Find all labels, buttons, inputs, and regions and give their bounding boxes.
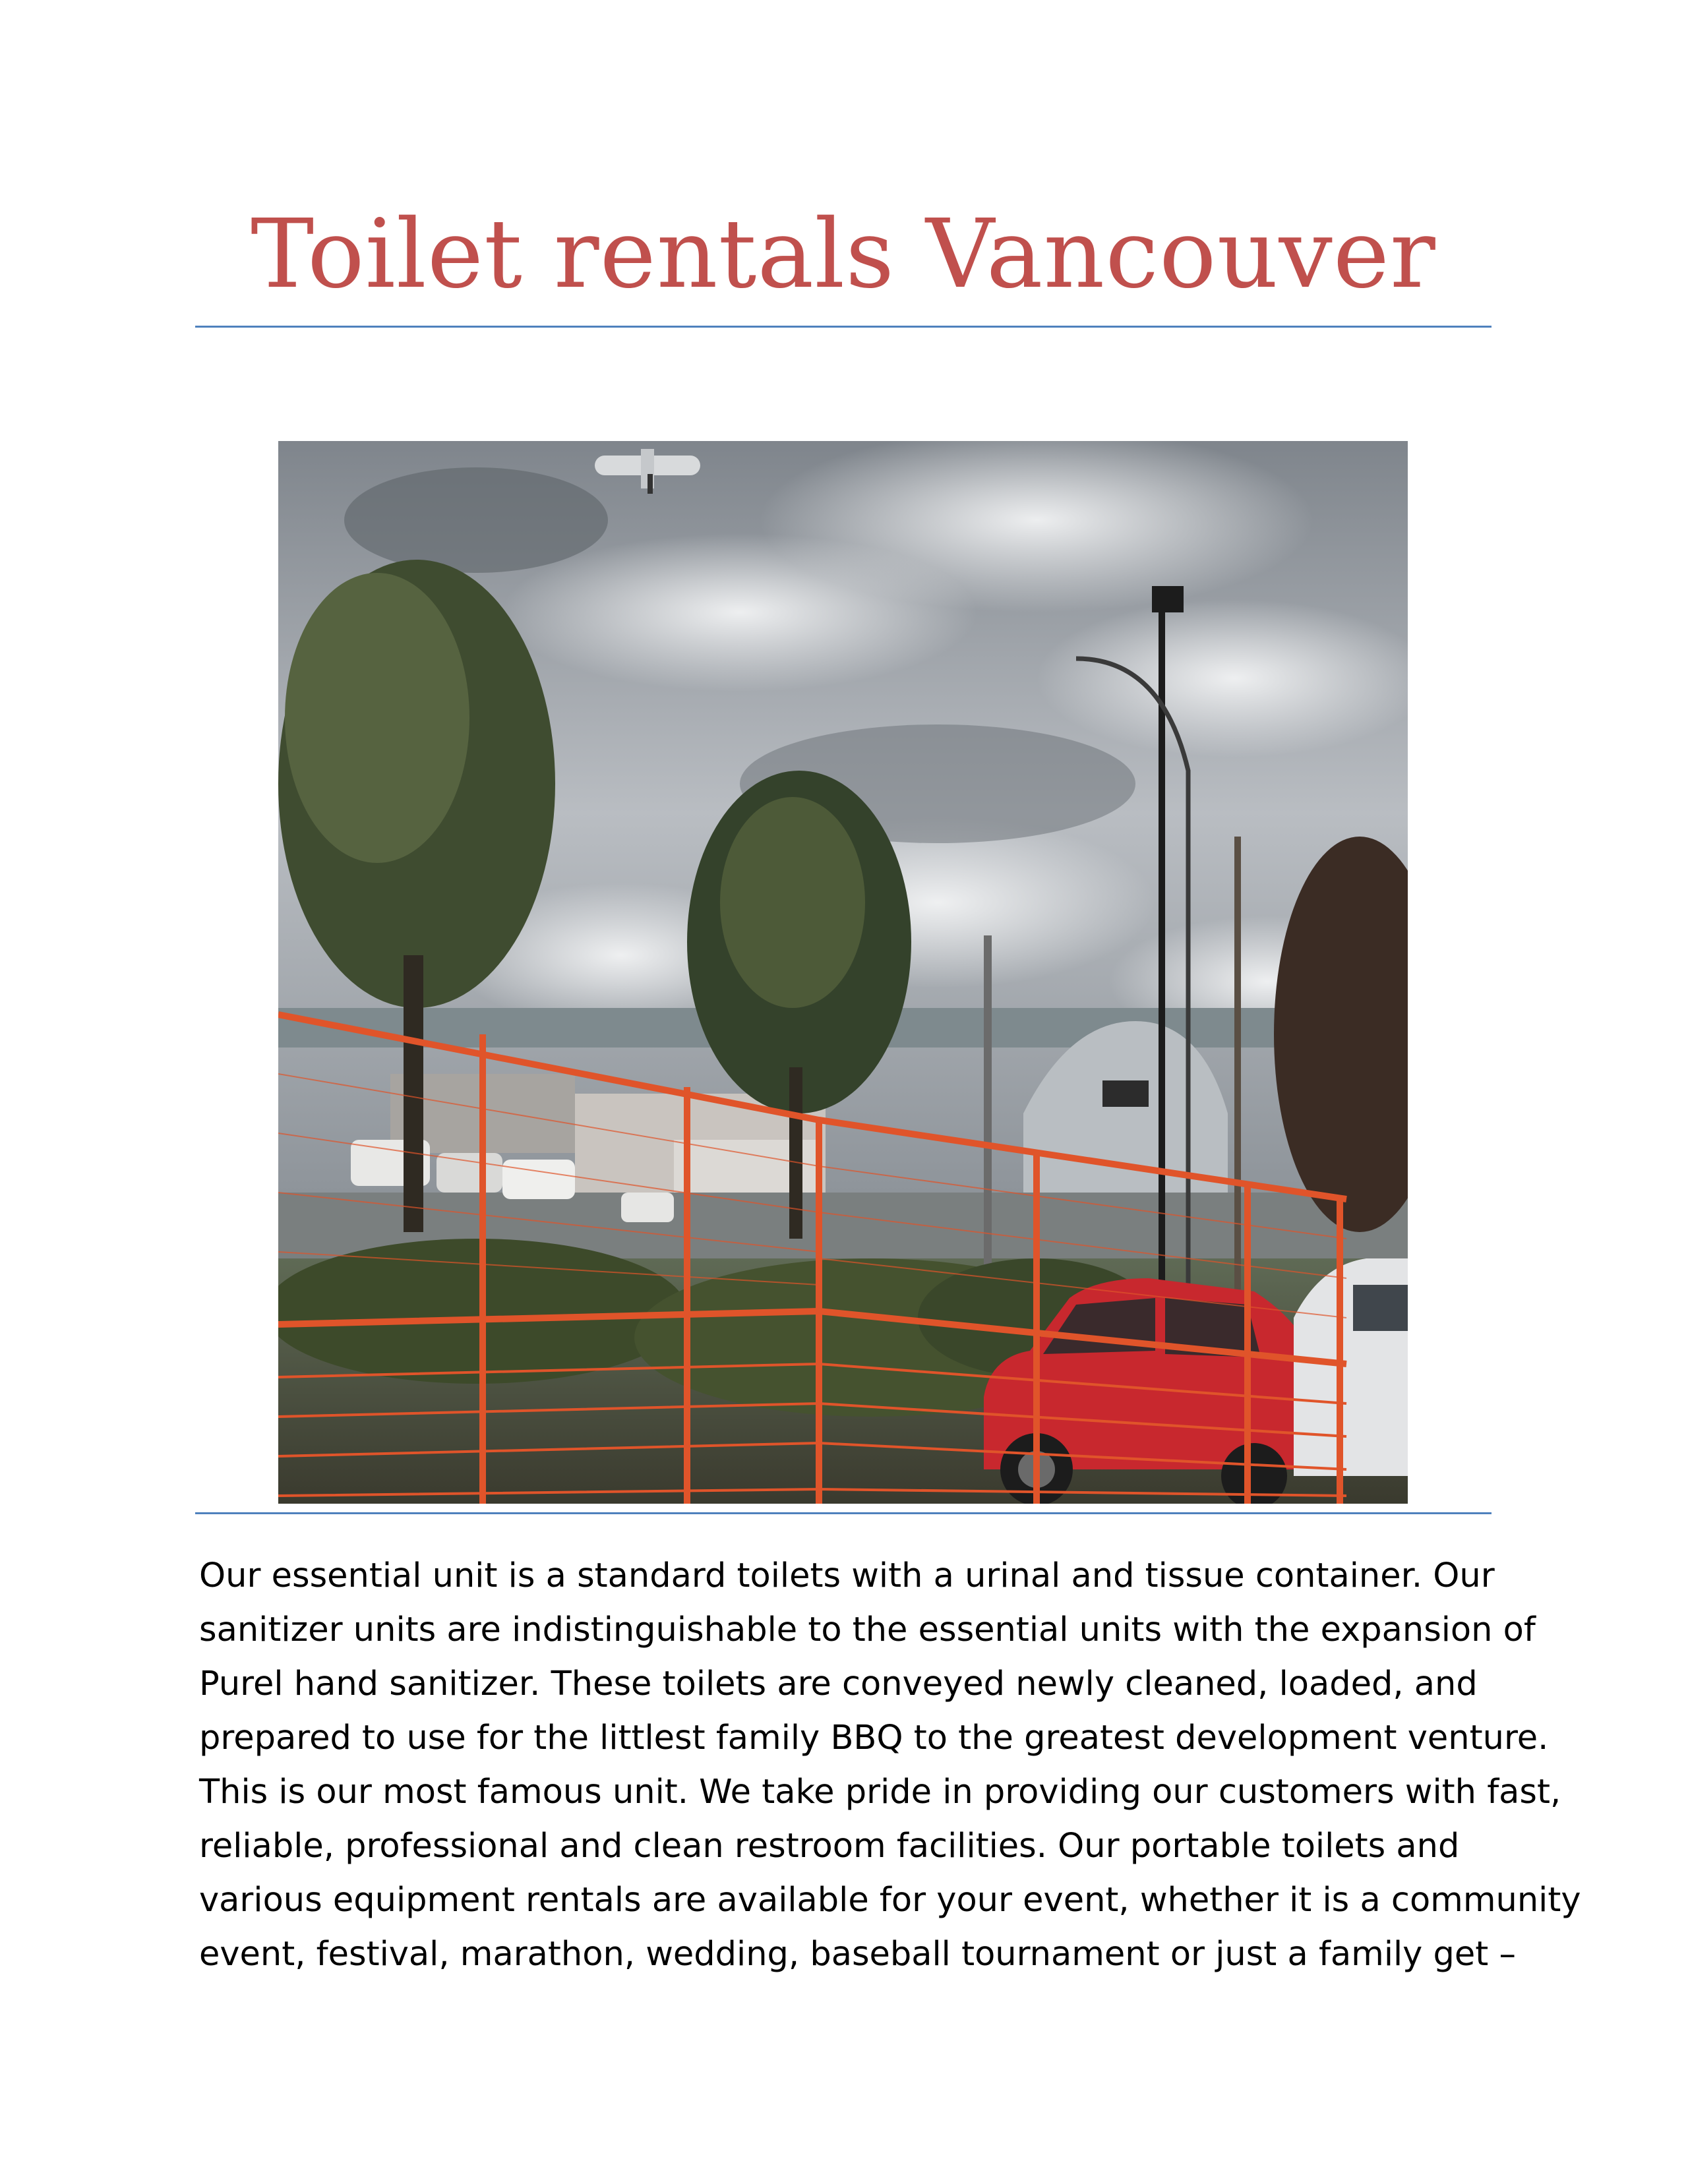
parking-lot-photo [278, 441, 1408, 1504]
paragraph-line: Our essential unit is a standard toilets with a urinal and tissue container. Our [199, 1556, 1495, 1595]
image-divider [195, 1512, 1492, 1514]
paragraph-line: event, festival, marathon, wedding, baseball tournament or just a family get – [199, 1935, 1517, 1974]
photo-illustration [278, 441, 1408, 1504]
paragraph-line: various equipment rentals are available for your event, whether it is a community [199, 1881, 1581, 1920]
paragraph-line: prepared to use for the littlest family BBQ to the greatest development venture. [199, 1719, 1549, 1757]
body-paragraph [199, 1549, 1581, 1982]
page-title: Toilet rentals Vancouver [251, 198, 1436, 309]
paragraph-line: reliable, professional and clean restroom facilities. Our portable toilets and [199, 1827, 1460, 1866]
paragraph-line: Purel hand sanitizer. These toilets are conveyed newly cleaned, loaded, and [199, 1665, 1478, 1703]
paragraph-line: This is our most famous unit. We take pride in providing our customers with fast, [199, 1773, 1561, 1812]
title-divider [195, 326, 1492, 328]
paragraph-line: sanitizer units are indistinguishable to the essential units with the expansion of [199, 1610, 1536, 1649]
